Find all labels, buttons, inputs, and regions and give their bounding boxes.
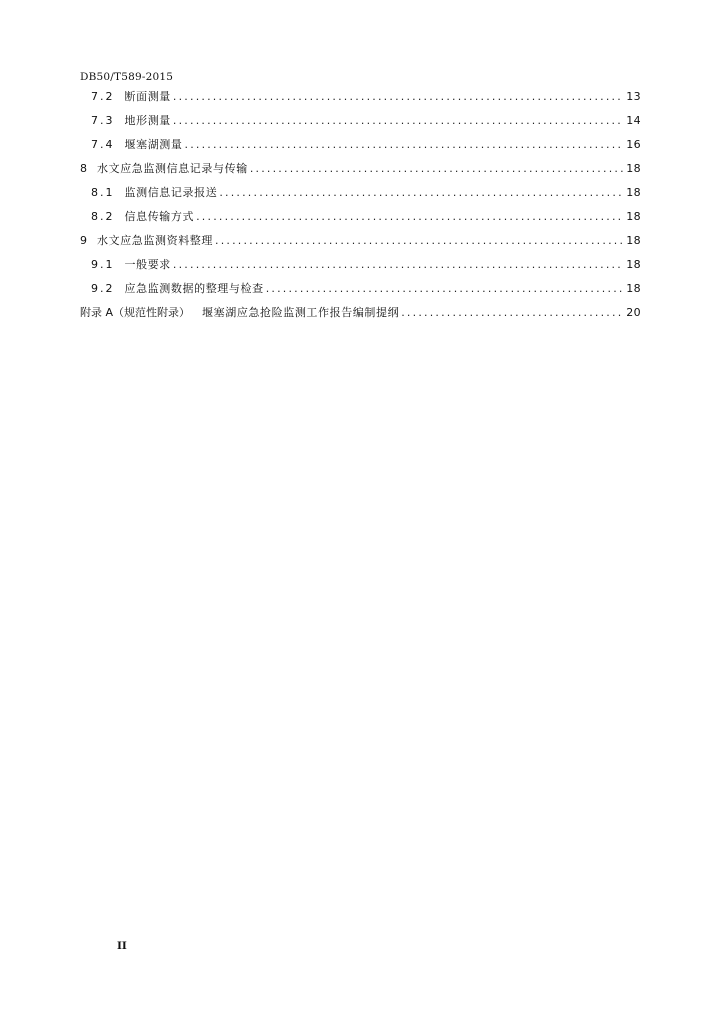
toc-dot-leader — [196, 208, 623, 226]
toc-entry-title: 堰塞湖测量 — [124, 138, 183, 151]
toc-entry-7-3[interactable] — [80, 112, 641, 136]
toc-entry-9[interactable] — [80, 232, 641, 256]
page-number-footer: II — [117, 940, 127, 952]
toc-entry-appendix-a[interactable] — [80, 304, 641, 328]
toc-entry-number: 9 — [80, 234, 87, 247]
toc-dot-leader — [401, 304, 623, 322]
toc-entry-number: 8.2 — [91, 210, 115, 223]
toc-dot-leader — [185, 136, 624, 154]
toc-entry-page: 18 — [626, 186, 641, 199]
toc-dot-leader — [219, 184, 623, 202]
toc-entry-number: 7.4 — [91, 138, 115, 151]
toc-entry-title: 应急监测数据的整理与检查 — [124, 282, 264, 295]
toc-entry-page: 18 — [626, 162, 641, 175]
toc-entry-title: 地形测量 — [124, 114, 171, 127]
toc-entry-title: 水文应急监测信息记录与传输 — [97, 162, 248, 175]
toc-entry-title: 断面测量 — [124, 90, 171, 103]
toc-entry-number: 9.2 — [91, 282, 115, 295]
toc-entry-title: 监测信息记录报送 — [124, 186, 218, 199]
toc-entry-page: 18 — [626, 282, 641, 295]
toc-entry-number: 8.1 — [91, 186, 115, 199]
toc-entry-number: 7.3 — [91, 114, 115, 127]
toc-entry-page: 18 — [626, 258, 641, 271]
toc-entry-7-2[interactable] — [80, 88, 641, 112]
toc-entry-page: 14 — [626, 114, 641, 127]
toc-entry-8[interactable] — [80, 160, 641, 184]
toc-dot-leader — [215, 232, 623, 250]
toc-dot-leader — [173, 112, 623, 130]
toc-entry-title: 一般要求 — [124, 258, 171, 271]
toc-dot-leader — [173, 88, 623, 106]
toc-dot-leader — [173, 256, 623, 274]
toc-dot-leader — [250, 160, 623, 178]
toc-entry-page: 16 — [626, 138, 641, 151]
toc-entry-page: 18 — [626, 234, 641, 247]
toc-entry-8-2[interactable] — [80, 208, 641, 232]
toc-entry-9-1[interactable] — [80, 256, 641, 280]
toc-entry-title: 信息传输方式 — [124, 210, 195, 223]
toc-entry-title: 水文应急监测资料整理 — [97, 234, 213, 247]
toc-entry-8-1[interactable] — [80, 184, 641, 208]
toc-dot-leader — [266, 280, 623, 298]
toc-entry-7-4[interactable] — [80, 136, 641, 160]
toc-entry-number: 附录 A（规范性附录） — [80, 306, 191, 319]
toc-entry-page: 13 — [626, 90, 641, 103]
toc-entry-9-2[interactable] — [80, 280, 641, 304]
toc-entry-number: 9.1 — [91, 258, 115, 271]
toc-entry-page: 20 — [626, 306, 641, 319]
toc-entry-page: 18 — [626, 210, 641, 223]
toc-entry-title: 堰塞湖应急抢险监测工作报告编制提纲 — [202, 306, 400, 319]
toc-entry-number: 8 — [80, 162, 87, 175]
table-of-contents — [80, 88, 641, 328]
toc-entry-number: 7.2 — [91, 90, 115, 103]
document-number-header: DB50/T589-2015 — [80, 71, 174, 83]
